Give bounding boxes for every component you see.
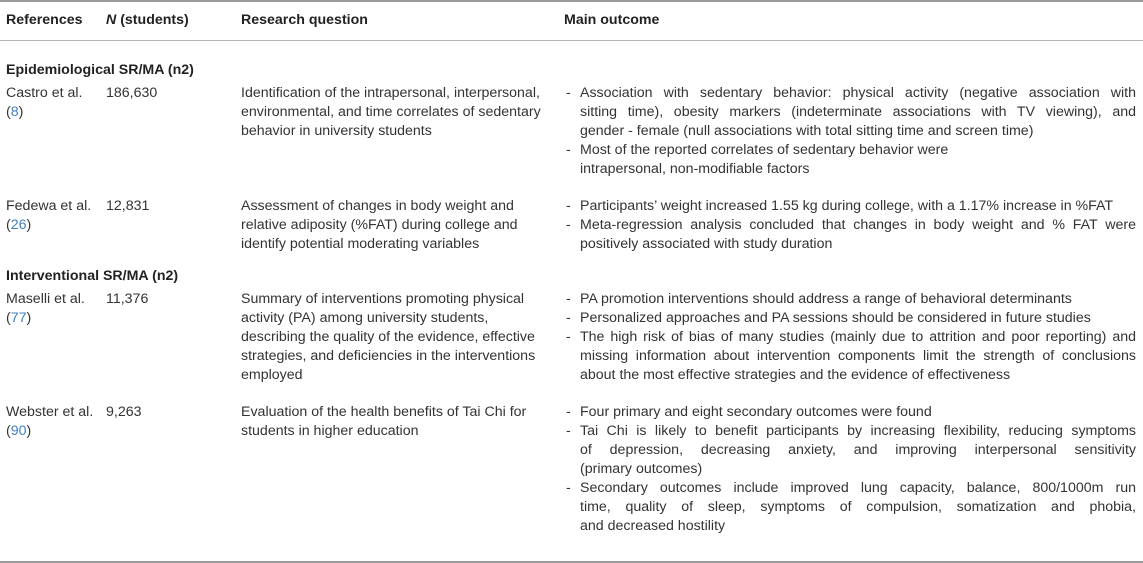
outcome-line: - Four primary and eight secondary outcomes were found [580, 404, 932, 420]
table-row-reference [6, 403, 93, 441]
header-n-students [106, 11, 189, 30]
table-row-question [241, 197, 518, 254]
table-row-outcomes [564, 197, 1136, 254]
header-main-outcome: Main outcome [564, 12, 660, 28]
citation-link[interactable]: 90 [10, 423, 27, 439]
outcome-line: missing information about intervention components limit the strength of conclusions [580, 348, 1136, 364]
outcome-item [564, 479, 1136, 536]
table-row-outcomes [564, 403, 1136, 536]
section-title-interventional: Interventional SR/MA (n2) [6, 268, 179, 284]
section-title-epidemiological: Epidemiological SR/MA (n2) [6, 62, 194, 78]
outcome-line: - Secondary outcomes include improved lung capacity, balance, 800/1000m run [580, 480, 1136, 496]
citation-link[interactable]: 26 [10, 217, 27, 233]
outcome-item [564, 84, 1136, 141]
question-line: relative adiposity (%FAT) during college and [241, 217, 518, 233]
table-row-question [241, 290, 535, 385]
outcome-line: intrapersonal, non-modifiable factors [580, 161, 810, 177]
reference-author: Webster et al. [6, 404, 94, 420]
outcome-line: - Participants’ weight increased 1.55 kg during college, with a 1.17% increase in %FAT [580, 198, 1114, 214]
question-line: Summary of interventions promoting physical [241, 291, 525, 307]
reference-author: Fedewa et al. [6, 198, 92, 214]
question-line: strategies, and deficiencies in the interventions [241, 348, 536, 364]
outcome-line: and decreased hostility [580, 518, 726, 534]
outcome-line: - Most of the reported correlates of sedentary behavior were [580, 142, 949, 158]
table-row-outcomes [564, 84, 1136, 179]
table-row-question [241, 403, 526, 441]
outcome-line: - PA promotion interventions should address a range of behavioral determinants [580, 291, 1072, 307]
table-row-n: 12,831 [106, 198, 150, 214]
outcome-line: - Tai Chi is likely to benefit participants by increasing flexibility, reducing symptoms [580, 423, 1136, 439]
reference-citation: (77) [6, 310, 32, 326]
table-row-reference [6, 290, 85, 328]
outcome-line: gender - female (null associations with total sitting time and screen time) [580, 123, 1034, 139]
table-row-outcomes [564, 290, 1136, 385]
reference-citation: (90) [6, 423, 32, 439]
outcome-item [564, 309, 1136, 328]
outcome-line: of depression, decreasing anxiety, and improving interpersonal sensitivity [580, 442, 1136, 458]
reference-author: Maselli et al. [6, 291, 85, 307]
table-row-question [241, 84, 541, 141]
question-line: Assessment of changes in body weight and [241, 198, 514, 214]
outcome-item [564, 290, 1136, 309]
header-n-symbol: N [106, 12, 117, 28]
reference-citation: (26) [6, 217, 32, 233]
outcome-line: about the most effective strategies and the evidence of effectiveness [580, 367, 1011, 383]
table-top-rule [0, 0, 1143, 2]
question-line: activity (PA) among university students, [241, 310, 489, 326]
outcome-line: (primary outcomes) [580, 461, 703, 477]
header-rule [0, 40, 1143, 41]
outcome-line: positively associated with study duration [580, 236, 833, 252]
question-line: Identification of the intrapersonal, interpersonal, [241, 85, 540, 101]
table-row-n: 186,630 [106, 85, 158, 101]
outcome-line: time, quality of sleep, symptoms of compulsion, somatization and phobia, [580, 499, 1136, 515]
citation-link[interactable]: 8 [10, 104, 19, 120]
outcome-item [564, 141, 1136, 179]
outcome-line: - Meta-regression analysis concluded that changes in body weight and % FAT were [580, 217, 1136, 233]
outcome-item [564, 328, 1136, 385]
outcome-item [564, 422, 1136, 479]
header-research-question: Research question [241, 12, 368, 28]
question-line: employed [241, 367, 303, 383]
reference-citation: (8) [6, 104, 24, 120]
outcome-line: - Association with sedentary behavior: physical activity (negative association with [580, 85, 1136, 101]
header-n-label: (students) [116, 12, 189, 28]
table-row-n: 11,376 [106, 291, 149, 307]
question-line: identify potential moderating variables [241, 236, 480, 252]
citation-link[interactable]: 77 [10, 310, 27, 326]
outcome-line: sitting time), obesity markers (indeterminate associations with TV viewing), and [580, 104, 1136, 120]
table-row-reference [6, 84, 83, 122]
outcome-item [564, 197, 1136, 216]
outcome-item [564, 403, 1136, 422]
reference-author: Castro et al. [6, 85, 83, 101]
outcome-item [564, 216, 1136, 254]
header-references: References [6, 12, 83, 28]
table-row-reference [6, 197, 91, 235]
question-line: behavior in university students [241, 123, 432, 139]
question-line: students in higher education [241, 423, 419, 439]
outcome-line: - Personalized approaches and PA sessions should be considered in future studies [580, 310, 1091, 326]
question-line: environmental, and time correlates of sedentary [241, 104, 541, 120]
outcome-line: - The high risk of bias of many studies (mainly due to attrition and poor reporting) and [580, 329, 1136, 345]
table-row-n: 9,263 [106, 404, 142, 420]
question-line: describing the quality of the evidence, effective [241, 329, 535, 345]
question-line: Evaluation of the health benefits of Tai Chi for [241, 404, 527, 420]
